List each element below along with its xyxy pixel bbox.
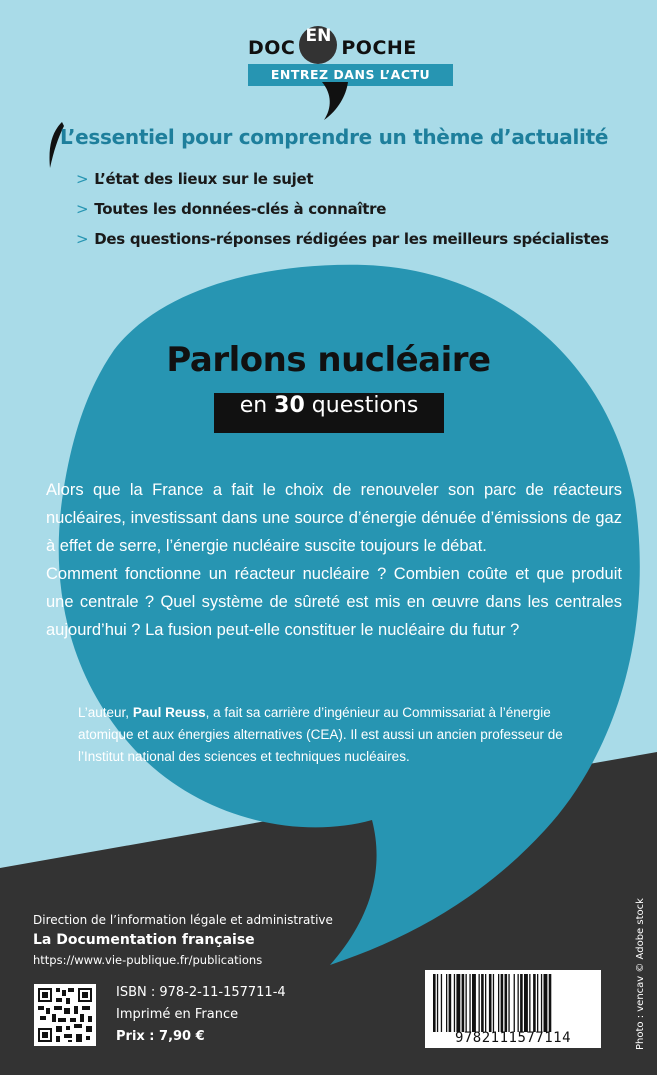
barcode-bar <box>481 974 484 1032</box>
barcode <box>425 970 601 1048</box>
description <box>46 476 622 644</box>
isbn: ISBN : 978-2-11-157711-4 <box>116 985 286 1000</box>
headline: L’essentiel pour comprendre un thème d’actualité <box>60 125 609 149</box>
barcode-bar <box>518 974 519 1032</box>
publisher-info <box>33 913 333 967</box>
barcode-bar <box>454 974 455 1032</box>
publisher-url: https://www.vie-publique.fr/publications <box>33 953 263 967</box>
barcode-bar <box>456 974 460 1032</box>
price: Prix : 7,90 € <box>116 1029 205 1044</box>
list-item: > L’état des lieux sur le sujet <box>76 170 314 188</box>
barcode-bar <box>501 974 504 1032</box>
qr-code-icon <box>34 984 96 1046</box>
publisher-direction: Direction de l’information légale et administrative <box>33 913 333 927</box>
printed-in: Imprimé en France <box>116 1007 239 1022</box>
list-item: > Des questions-réponses rédigées par les meilleurs spécialistes <box>76 230 609 248</box>
arrow-icon: > <box>76 230 89 248</box>
arrow-icon: > <box>76 170 89 188</box>
description-paragraph: Comment fonctionne un réacteur nucléaire ? Combien coûte et que produit une centrale ? Quel système de sûreté est mis en œuvre dans les centrales aujourd’hui ? La fusion peut-elle constituer le nucléaire du futur ? <box>46 565 622 639</box>
barcode-bar <box>537 974 538 1032</box>
barcode-bar <box>446 974 447 1032</box>
barcode-bar <box>485 974 486 1032</box>
author-bio: L’auteur, Paul Reuss, a fait sa carrière d’ingénieur au Commissariat à l’énergie atomique et aux énergies alternatives (CEA). Il est aussi un ancien professeur de l’Institut national des sciences et techniques nucléaires. <box>78 705 563 764</box>
publisher-name: La Documentation française <box>33 932 255 948</box>
barcode-bar <box>493 974 494 1032</box>
list-item: > Toutes les données-clés à connaître <box>76 200 387 218</box>
barcode-bar <box>533 974 536 1032</box>
doc-en-poche-logo <box>248 26 453 86</box>
barcode-bar <box>520 974 523 1032</box>
barcode-bar <box>529 974 530 1032</box>
barcode-bar <box>479 974 480 1032</box>
book-title: Parlons nucléaire <box>166 340 491 380</box>
logo-en-circle: EN <box>299 26 337 64</box>
barcode-bar <box>489 974 492 1032</box>
isbn-block <box>116 985 286 1051</box>
barcode-bar <box>549 974 552 1032</box>
barcode-bars <box>425 974 601 1032</box>
book-subtitle: en 30 questions <box>214 393 444 433</box>
barcode-bar <box>462 974 465 1032</box>
barcode-bar <box>433 974 436 1032</box>
barcode-bar <box>449 974 452 1032</box>
author-name: Paul Reuss <box>132 705 206 720</box>
photo-credit: Photo : vencav © Adobe stock <box>635 898 646 1050</box>
barcode-bar <box>524 974 528 1032</box>
barcode-bar <box>469 974 470 1032</box>
feature-list <box>76 170 609 260</box>
barcode-bar <box>541 974 542 1032</box>
barcode-bar <box>544 974 548 1032</box>
logo-poche: POCHE <box>341 37 417 59</box>
barcode-bar <box>441 974 442 1032</box>
barcode-bar <box>466 974 467 1032</box>
logo-doc: DOC <box>248 37 296 59</box>
barcode-bar <box>505 974 508 1032</box>
arrow-icon: > <box>76 200 89 218</box>
barcode-bar <box>508 974 509 1032</box>
logo-tagline: ENTREZ DANS L’ACTU <box>248 64 453 86</box>
barcode-bar <box>498 974 499 1032</box>
barcode-number: 9782111577114 <box>454 1030 572 1046</box>
barcode-bar <box>472 974 476 1032</box>
barcode-bar <box>437 974 438 1032</box>
speech-tail-icon <box>318 82 358 122</box>
barcode-bar <box>514 974 515 1032</box>
description-paragraph: Alors que la France a fait le choix de renouveler son parc de réacteurs nucléaires, investissant dans une source d’énergie dénuée d’émissions de gaz à effet de serre, l’énergie nucléaire suscite toujours le débat. <box>46 481 622 555</box>
